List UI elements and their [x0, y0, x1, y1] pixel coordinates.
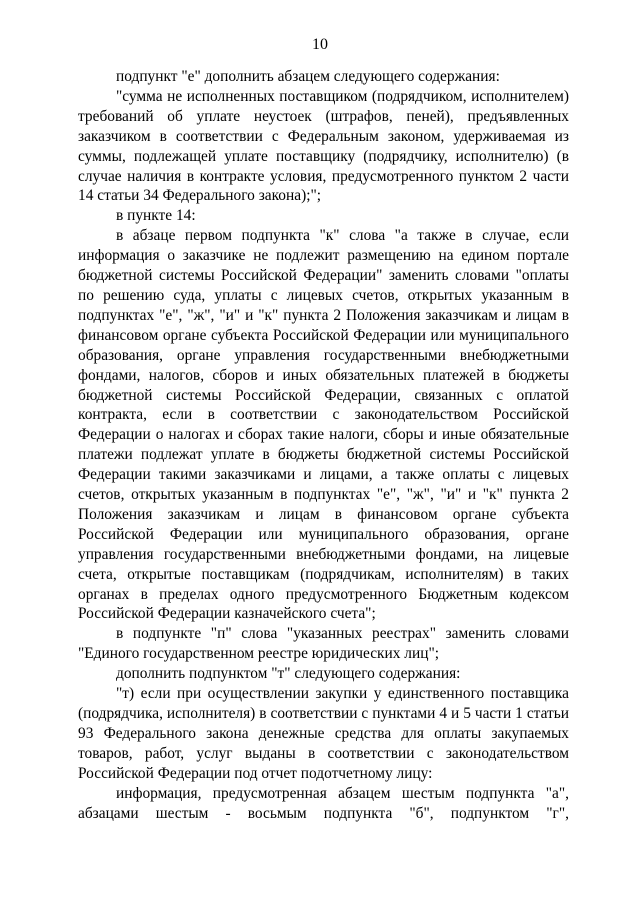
paragraph: в абзаце первом подпункта "к" слова "а также в случае, если информация о заказчике не подлежит размещению на едином портале бюджетной системы Российской Федерации" заменить словами "оплаты по решению суда, уплаты с лицевых счетов, открытых указанным в подпунктах "е", "ж", "и" и "к" пункта 2 Положения заказчикам и лицам в финансовом органе субъекта Российской Федерации или муниципального образования, органе управления государственными внебюджетными фондами, налогов, сборов и иных обязательных платежей в бюджеты бюджетной системы Российской Федерации, связанных с оплатой контракта, если в соответствии с законодательством Российской Федерации о налогах и сборах такие налоги, сборы и иные обязательные платежи подлежат уплате в бюджеты бюджетной системы Российской Федерации такими заказчиками и лицами, а также оплаты с лицевых счетов, открытых указанным в подпунктах "е", "ж", "и" и "к" пункта 2 Положения заказчикам и лицам в финансовом органе субъекта Российской Федерации или муниципального образования, органе управления государственными внебюджетными фондами, на лицевые счета, открытые поставщикам (подрядчикам, исполнителям) в таких органах в пределах одного предусмотренного Бюджетным кодексом Российской Федерации казначейского счета";: [78, 227, 569, 623]
paragraph: подпункт "е" дополнить абзацем следующего содержания:: [116, 68, 500, 85]
document-body: [78, 67, 569, 823]
paragraph: информация, предусмотренная абзацем шестым подпункта "а", абзацами шестым - восьмым подпункта "б", подпунктом "г",: [78, 784, 569, 822]
paragraph: в подпункте "п" слова "указанных реестрах" заменить словами "Единого государственном реестре юридических лиц";: [78, 625, 569, 663]
paragraph: "т) если при осуществлении закупки у единственного поставщика (подрядчика, исполнителя) в соответствии с пунктами 4 и 5 части 1 статьи 93 Федерального закона денежные средства для оплаты закупаемых товаров, работ, услуг выданы в соответствии с законодательством Российской Федерации под отчет подотчетному лицу:: [78, 685, 569, 782]
paragraph: "сумма не исполненных поставщиком (подрядчиком, исполнителем) требований об уплате неустоек (штрафов, пеней), предъявленных заказчиком в соответствии с Федеральным законом, удерживаемая из суммы, подлежащей уплате поставщику (подрядчику, исполнителю) (в случае наличия в контракте условия, предусмотренного пунктом 2 части 14 статьи 34 Федерального закона);";: [78, 87, 569, 205]
paragraph: в пункте 14:: [116, 207, 196, 225]
page-number: 10: [312, 36, 328, 53]
paragraph: дополнить подпунктом "т" следующего содержания:: [116, 665, 461, 683]
